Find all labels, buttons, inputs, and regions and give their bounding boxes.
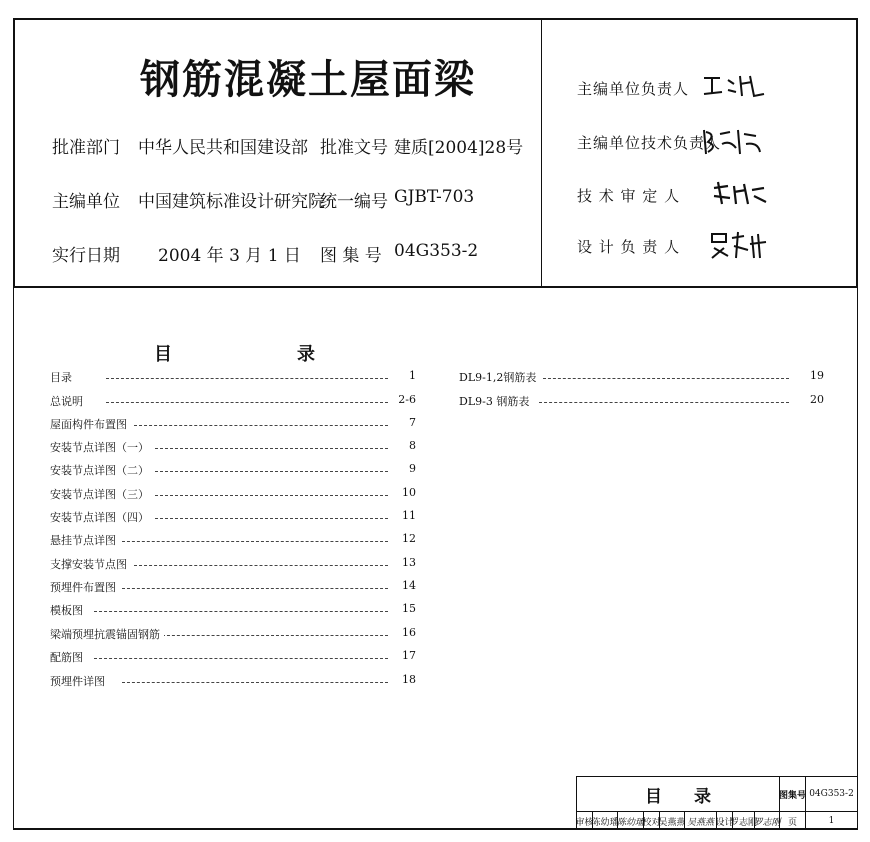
- page-value: 1: [828, 816, 835, 826]
- effective-date-label: 实行日期: [52, 246, 120, 266]
- check-label: 校对: [644, 812, 660, 830]
- toc-leader: [106, 402, 388, 403]
- toc-leader: [122, 541, 388, 542]
- atlas-value: 04G353-2: [809, 789, 854, 799]
- toc-item-page: 16: [402, 626, 416, 639]
- chief-editor-unit-head-signature: [700, 70, 770, 100]
- sheet-title-left: 目: [645, 786, 662, 807]
- header-divider: [541, 18, 542, 288]
- toc-item-label: 安装节点详图（二）: [50, 462, 153, 478]
- toc-item-page: 11: [402, 509, 416, 522]
- toc-item-label: 安装节点详图（一）: [50, 439, 153, 455]
- toc-leader: [150, 518, 388, 519]
- toc-item-label: 安装节点详图（四）: [50, 509, 153, 525]
- page-label: 页: [780, 812, 806, 830]
- checker-name: 吴燕燕: [660, 812, 685, 830]
- title-block: [576, 776, 858, 830]
- toc-item-page: 15: [402, 602, 416, 615]
- chief-editor-unit-head-label: 主编单位负责人: [577, 80, 690, 98]
- toc-item-label: DL9-1,2钢筋表: [459, 369, 540, 385]
- toc-item[interactable]: [50, 649, 416, 667]
- atlas-number-label: 图 集 号: [320, 246, 382, 266]
- design-head-signature: [708, 228, 770, 262]
- designer-signature: 罗志刚: [755, 812, 780, 830]
- toc-item-page: 19: [810, 369, 824, 382]
- checker-signature: 吴燕燕: [685, 812, 717, 830]
- toc-item-label: 配筋图: [50, 649, 87, 665]
- toc-item-page: 18: [402, 673, 416, 686]
- toc-item[interactable]: [50, 439, 416, 457]
- toc-item[interactable]: [50, 486, 416, 504]
- toc-item-label: 模板图: [50, 602, 87, 618]
- toc-item-page: 2-6: [398, 393, 416, 406]
- toc-leader: [150, 448, 388, 449]
- toc-item[interactable]: [50, 509, 416, 527]
- editor-unit-label: 主编单位: [52, 192, 120, 212]
- technical-reviewer-label: 技 术 审 定 人: [577, 187, 681, 205]
- toc-leader: [150, 495, 388, 496]
- editor-unit-value: 中国建筑标准设计研究院: [138, 192, 325, 212]
- toc-title-left: 目: [154, 344, 172, 365]
- chief-editor-tech-head-label: 主编单位技术负责人: [577, 134, 722, 152]
- toc-item[interactable]: [50, 579, 416, 597]
- toc-item-page: 1: [409, 369, 416, 382]
- toc-item[interactable]: [50, 532, 416, 550]
- atlas-label: 图集号: [780, 777, 806, 811]
- technical-reviewer-signature: [710, 178, 770, 208]
- toc-item-page: 7: [409, 416, 416, 429]
- toc-item[interactable]: [50, 626, 416, 644]
- chief-editor-tech-head-signature: [700, 124, 770, 160]
- approval-doc-value: 建质[2004]28号: [394, 138, 524, 158]
- toc-item-label: 预埋件详图: [50, 673, 109, 689]
- toc-leader: [94, 658, 388, 659]
- toc-item[interactable]: [50, 602, 416, 620]
- toc-item-page: 14: [402, 579, 416, 592]
- effective-date-value: 2004 年 3 月 1 日: [158, 246, 301, 266]
- unified-number-value: GJBT-703: [394, 187, 475, 207]
- toc-title-right: 录: [297, 344, 315, 365]
- review-label: 审核: [577, 812, 593, 830]
- design-head-label: 设 计 负 责 人: [577, 238, 681, 256]
- toc-item[interactable]: [50, 393, 416, 411]
- toc-leader: [162, 635, 388, 636]
- toc-item[interactable]: [50, 673, 416, 691]
- toc-item-page: 12: [402, 532, 416, 545]
- toc-item-label: 预埋件布置图: [50, 579, 120, 595]
- toc-item-label: 悬挂节点详图: [50, 532, 120, 548]
- toc-leader: [543, 378, 789, 379]
- toc-item-label: 屋面构件布置图: [50, 416, 131, 432]
- toc-item-page: 8: [409, 439, 416, 452]
- toc-item[interactable]: [50, 462, 416, 480]
- approval-dept-value: 中华人民共和国建设部: [138, 138, 308, 158]
- design-label: 设计: [717, 812, 733, 830]
- toc-item-label: DL9-3 钢筋表: [459, 393, 533, 409]
- toc-leader: [106, 378, 388, 379]
- reviewer-name: 陈幼璠: [593, 812, 618, 830]
- toc-leader: [122, 588, 388, 589]
- toc-item-label: 目录: [50, 369, 76, 385]
- sheet-title: [577, 777, 780, 811]
- designer-name: 罗志刚: [733, 812, 755, 830]
- approval-doc-label: 批准文号: [320, 138, 388, 158]
- toc-item-page: 13: [402, 556, 416, 569]
- toc-item[interactable]: [459, 369, 824, 387]
- toc-item-page: 10: [402, 486, 416, 499]
- toc-item-label: 安装节点详图（三）: [50, 486, 153, 502]
- toc-leader: [134, 425, 388, 426]
- toc-item[interactable]: [459, 393, 824, 411]
- toc-item[interactable]: [50, 416, 416, 434]
- unified-number-label: 统一编号: [320, 192, 388, 212]
- toc-item-page: 9: [409, 462, 416, 475]
- document-title: 钢筋混凝土屋面梁: [140, 57, 476, 103]
- toc-leader: [134, 565, 388, 566]
- toc-item[interactable]: [50, 556, 416, 574]
- reviewer-signature: 陈幼璠: [618, 812, 644, 830]
- toc-leader: [150, 471, 388, 472]
- toc-leader: [94, 611, 388, 612]
- sheet-title-right: 录: [694, 786, 711, 807]
- toc-item-page: 20: [810, 393, 824, 406]
- approval-dept-label: 批准部门: [52, 138, 120, 158]
- atlas-number-value: 04G353-2: [394, 241, 479, 261]
- toc-leader: [539, 402, 789, 403]
- toc-item-label: 支撑安装节点图: [50, 556, 131, 572]
- toc-item-label: 总说明: [50, 393, 87, 409]
- toc-leader: [122, 682, 388, 683]
- toc-item-page: 17: [402, 649, 416, 662]
- toc-item-label: 梁端预埋抗震锚固钢筋: [50, 626, 164, 642]
- toc-item[interactable]: [50, 369, 416, 387]
